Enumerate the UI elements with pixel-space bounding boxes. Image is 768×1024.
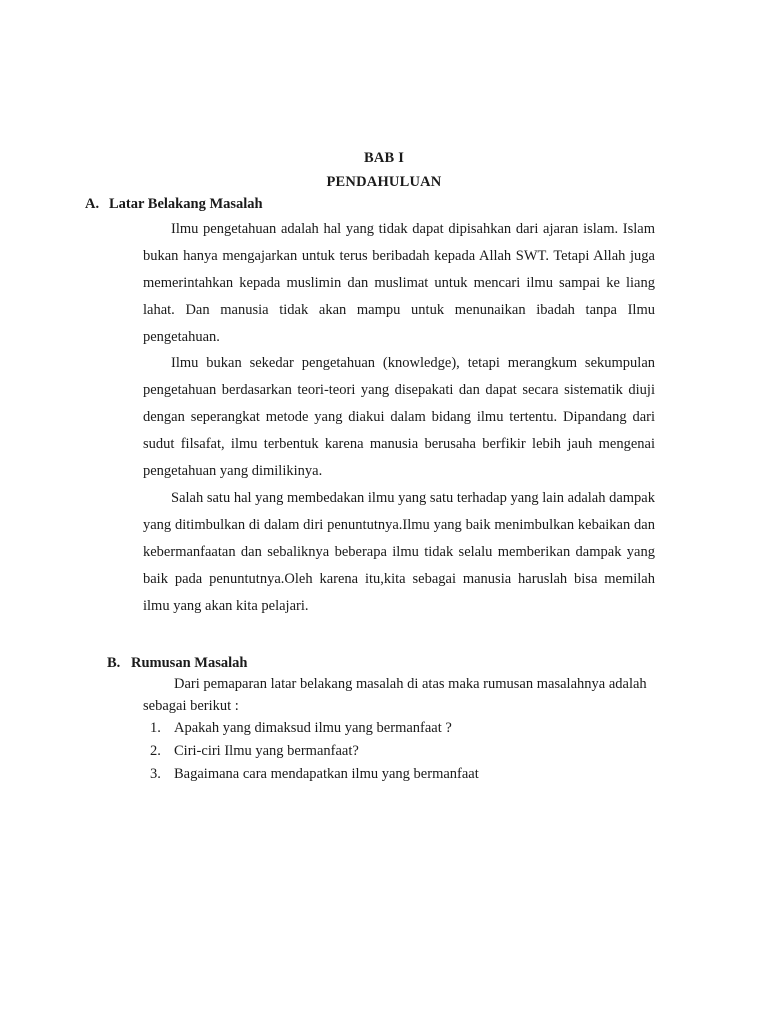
section-b-marker: B. xyxy=(107,655,121,671)
section-a-title: Latar Belakang Masalah xyxy=(109,196,263,212)
section-b-heading xyxy=(107,655,247,672)
paragraph-text: Ilmu bukan sekedar pengetahuan (knowledge), tetapi merangkum sekumpulan pengetahuan berdasarkan teori-teori yang disepakati dan dapat secara sistematik diuji dengan seperangkat metode yang diakui dalam bidang ilmu tertentu. Dipandang dari sudut filsafat, ilmu terbentuk karena manusia berusaha berfikir lebih jauh mengenai pengetahuan yang dimilikinya. xyxy=(143,355,655,479)
section-b-intro xyxy=(143,673,673,717)
section-b-title: Rumusan Masalah xyxy=(131,655,248,671)
list-item-text: Ciri-ciri Ilmu yang bermanfaat? xyxy=(174,743,359,759)
section-a-heading xyxy=(85,196,263,213)
list-item-number: 3. xyxy=(150,766,161,782)
paragraph xyxy=(143,216,655,351)
list-item-number: 2. xyxy=(150,743,161,759)
chapter-title: PENDAHULUAN xyxy=(326,174,442,190)
list-item xyxy=(150,717,479,740)
paragraph xyxy=(143,350,655,485)
intro-text: Dari pemaparan latar belakang masalah di atas maka rumusan masalahnya adalah sebagai berikut : xyxy=(143,676,647,714)
paragraph xyxy=(143,485,655,620)
paragraph-text: Salah satu hal yang membedakan ilmu yang satu terhadap yang lain adalah dampak yang ditimbulkan di dalam diri penuntutnya.Ilmu yang baik menimbulkan kebaikan dan kebermanfaatan dan sebaliknya beberapa ilmu tidak selalu memberikan dampak yang baik pada penuntutnya.Oleh karena itu,kita sebagai manusia haruslah bisa memilah ilmu yang akan kita pelajari. xyxy=(143,490,655,614)
list-item-text: Bagaimana cara mendapatkan ilmu yang bermanfaat xyxy=(174,766,479,782)
problem-list xyxy=(150,717,479,786)
list-item xyxy=(150,740,479,763)
section-a-marker: A. xyxy=(85,196,100,212)
list-item-number: 1. xyxy=(150,720,161,736)
list-item xyxy=(150,763,479,786)
paragraph-text: Ilmu pengetahuan adalah hal yang tidak dapat dipisahkan dari ajaran islam. Islam bukan hanya mengajarkan untuk terus beribadah kepada Allah SWT. Tetapi Allah juga memerintahkan kepada muslimin dan muslimat untuk mencari ilmu sampai ke liang lahat. Dan manusia tidak akan mampu untuk menunaikan ibadah tanpa Ilmu pengetahuan. xyxy=(143,221,655,345)
chapter-number: BAB I xyxy=(363,150,405,166)
list-item-text: Apakah yang dimaksud ilmu yang bermanfaat ? xyxy=(174,720,452,736)
